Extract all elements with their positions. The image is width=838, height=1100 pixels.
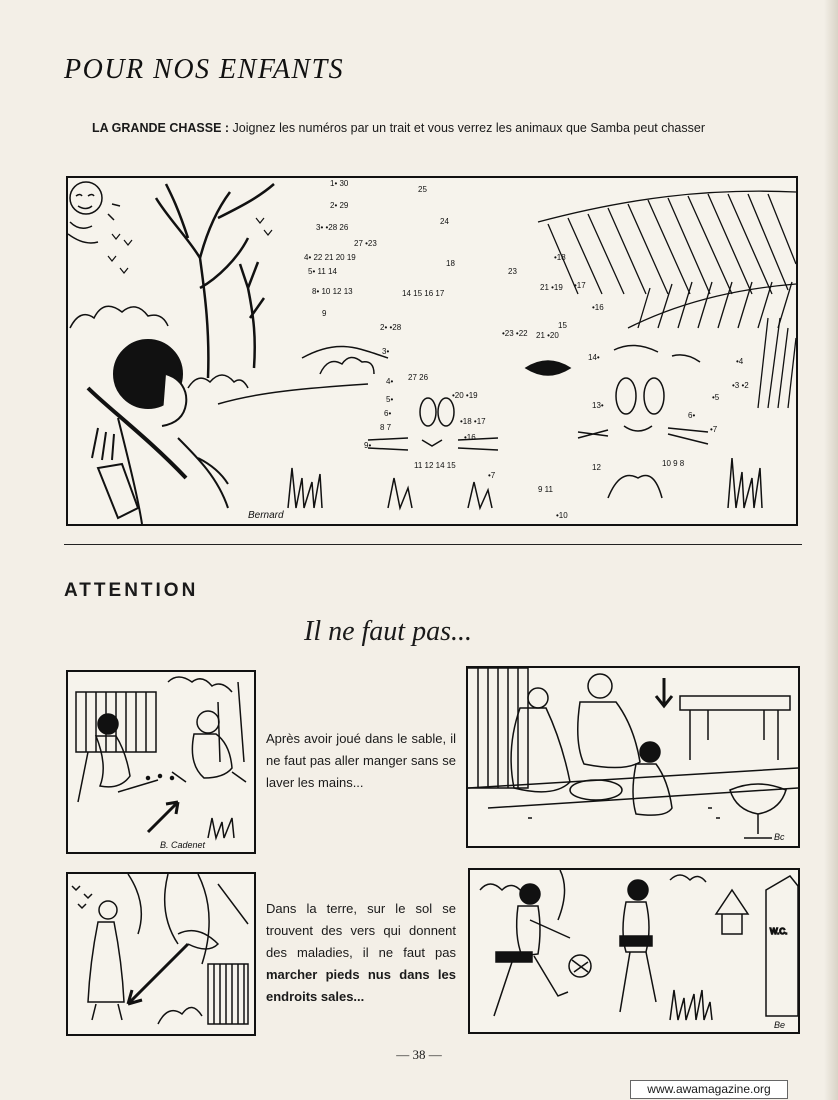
svg-text:9: 9 [322, 309, 327, 318]
section-divider [64, 544, 802, 545]
svg-text:14 15 16 17: 14 15 16 17 [402, 289, 445, 298]
svg-text:10 9 8: 10 9 8 [662, 459, 685, 468]
tall-grass-drawing [538, 191, 796, 408]
svg-text:8 7: 8 7 [380, 423, 392, 432]
panel1-signature: B. Cadenet [160, 840, 206, 850]
svg-text:•16: •16 [464, 433, 476, 442]
watermark-link[interactable]: www.awamagazine.org [630, 1080, 788, 1099]
hidden-animal-shapes [368, 345, 708, 498]
hunt-signature: Bernard [248, 510, 284, 521]
page-number: — 38 — [396, 1047, 442, 1062]
svg-text:27 26: 27 26 [408, 373, 429, 382]
svg-text:•7: •7 [488, 471, 496, 480]
svg-text:21 •20: 21 •20 [536, 331, 559, 340]
football-illustration [468, 868, 800, 1034]
svg-text:•3 •2: •3 •2 [732, 381, 749, 390]
svg-text:21 •19: 21 •19 [540, 283, 563, 292]
page-title: POUR NOS ENFANTS [64, 54, 345, 85]
svg-text:•16: •16 [592, 303, 604, 312]
svg-text:23: 23 [508, 267, 517, 276]
panel2-signature: Bc [774, 832, 785, 842]
svg-text:18: 18 [446, 259, 455, 268]
hunt-illustration [66, 176, 798, 526]
intro-label: LA GRANDE CHASSE : [92, 121, 230, 135]
svg-text:•10: •10 [556, 511, 568, 520]
svg-text:•7: •7 [710, 425, 718, 434]
svg-text:5•: 5• [386, 395, 394, 404]
svg-text:•18 •17: •18 •17 [460, 417, 486, 426]
svg-text:3• •28 26: 3• •28 26 [316, 223, 349, 232]
svg-text:4•: 4• [386, 377, 394, 386]
svg-text:6•: 6• [688, 411, 696, 420]
svg-text:1• 30: 1• 30 [330, 179, 349, 188]
hunter-boy-drawing [88, 340, 228, 524]
svg-text:•17: •17 [574, 281, 586, 290]
svg-text:3•: 3• [382, 347, 390, 356]
svg-text:6•: 6• [384, 409, 392, 418]
svg-text:27 •23: 27 •23 [354, 239, 377, 248]
svg-text:•20 •19: •20 •19 [452, 391, 478, 400]
svg-text:4• 22 21 20 19: 4• 22 21 20 19 [304, 253, 356, 262]
barefoot-caption [266, 898, 456, 1008]
barefoot-caption-bold: marcher pieds nus dans les endroits sales... [266, 967, 456, 1004]
svg-text:•5: •5 [712, 393, 720, 402]
tree-drawing [156, 184, 274, 378]
attention-subheading: Il ne faut pas... [304, 616, 472, 647]
intro-text [92, 121, 812, 135]
svg-text:5• 11 14: 5• 11 14 [308, 267, 337, 276]
svg-text:14•: 14• [588, 353, 600, 362]
wc-sign-text: W.C. [770, 927, 788, 936]
attention-heading: ATTENTION [64, 580, 199, 601]
meal-illustration [466, 666, 800, 848]
svg-text:•4: •4 [736, 357, 744, 366]
svg-text:25: 25 [418, 185, 427, 194]
barefoot-caption-text: Dans la terre, sur le sol se trouvent des vers qui donnent des maladies, il ne faut pas [266, 901, 456, 960]
barefoot-illustration [66, 872, 256, 1036]
svg-text:11 12 14 15: 11 12 14 15 [414, 461, 456, 470]
sand-caption: Après avoir joué dans le sable, il ne faut pas aller manger sans se laver les mains... [266, 731, 456, 790]
svg-text:13•: 13• [592, 401, 604, 410]
svg-text:2• 29: 2• 29 [330, 201, 349, 210]
svg-text:8• 10 12 13: 8• 10 12 13 [312, 287, 353, 296]
panel4-signature: Be [774, 1020, 786, 1030]
sand-play-illustration [66, 670, 256, 854]
svg-text:•18: •18 [554, 253, 566, 262]
svg-text:2• •28: 2• •28 [380, 323, 402, 332]
svg-text:•23 •22: •23 •22 [502, 329, 528, 338]
svg-text:15: 15 [558, 321, 567, 330]
svg-text:12: 12 [592, 463, 601, 472]
svg-text:9•: 9• [364, 441, 372, 450]
intro-instructions: Joignez les numéros par un trait et vous verrez les animaux que Samba peut chasser [232, 121, 705, 135]
page-edge [824, 0, 838, 1100]
svg-text:9 11: 9 11 [538, 485, 553, 494]
svg-text:24: 24 [440, 217, 449, 226]
